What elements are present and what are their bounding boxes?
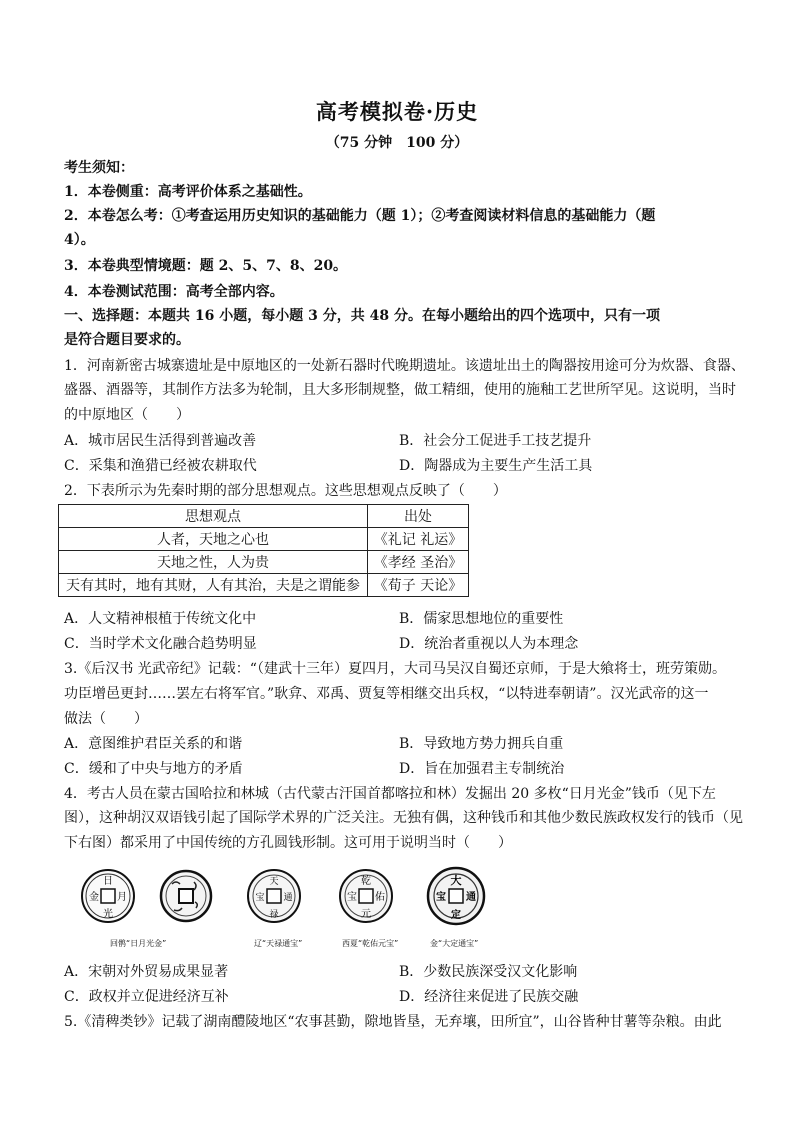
q4-option-a[interactable]: A．宋朝对外贸易成果显著 bbox=[64, 964, 229, 980]
coin-caption: 回鹘“日月光金” bbox=[110, 939, 167, 948]
q4-stem: 4．考古人员在蒙古国哈拉和林城（古代蒙古汗国首都喀拉和林）发掘出 20 多枚“日月光金”钱币（见下左 bbox=[64, 786, 716, 802]
coin-glyph: 宝 bbox=[255, 893, 265, 903]
table-cell: 天地之性，人为贵 bbox=[59, 551, 368, 574]
q5-stem: 5.《清稗类钞》记载了湖南醴陵地区“农事甚勤，隙地皆垦，无弃壤，田所宜”，山谷皆种甘薯等杂粮。由此 bbox=[64, 1014, 722, 1030]
coin-glyph: 天 bbox=[269, 877, 279, 887]
coin-glyph: 通 bbox=[283, 893, 293, 903]
coin-jin bbox=[428, 868, 484, 924]
table-row bbox=[59, 574, 469, 597]
coin-glyph: 月 bbox=[117, 892, 127, 903]
coin-glyph: 乾 bbox=[361, 876, 371, 887]
section-heading-cont: 是符合题目要求的。 bbox=[64, 332, 190, 348]
q3-option-d[interactable]: D．旨在加强君主专制统治 bbox=[399, 761, 565, 777]
coin-glyph: 定 bbox=[451, 910, 461, 921]
q4-stem: 图），这种胡汉双语钱引起了国际学术界的广泛关注。无独有偶，这种钱币和其他少数民族政权发行的钱币（见 bbox=[64, 810, 743, 826]
table-row bbox=[59, 551, 469, 574]
q4-option-c[interactable]: C．政权并立促进经济互补 bbox=[64, 989, 229, 1005]
coin-glyph: 光 bbox=[103, 909, 113, 920]
table-header: 出处 bbox=[368, 505, 469, 528]
table-cell: 人者，天地之心也 bbox=[59, 528, 368, 551]
q1-stem: 盛器、酒器等，其制作方法多为轮制，且大多形制规整，做工精细，使用的施釉工艺世所罕见。这说明，当时 bbox=[64, 382, 736, 398]
table-header: 思想观点 bbox=[59, 505, 368, 528]
q3-stem: 做法（ ） bbox=[64, 711, 148, 727]
q3-option-a[interactable]: A．意图维护君臣关系的和谐 bbox=[64, 736, 243, 752]
coin-huihu-front bbox=[82, 870, 134, 922]
notice-item: 3．本卷典型情境题：题 2、5、7、8、20。 bbox=[64, 258, 348, 274]
table-cell: 天有其时，地有其财，人有其治，夫是之谓能参 bbox=[59, 574, 368, 597]
q1-option-a[interactable]: A．城市居民生活得到普遍改善 bbox=[64, 433, 257, 449]
page-title: 高考模拟卷·历史 bbox=[315, 99, 479, 124]
q4-option-d[interactable]: D．经济往来促进了民族交融 bbox=[399, 989, 579, 1005]
table-header-row bbox=[59, 505, 469, 528]
coin-glyph: 日 bbox=[103, 876, 113, 887]
coin-caption: 金“大定通宝” bbox=[430, 939, 479, 948]
q4-stem: 下右图）都采用了中国传统的方孔圆钱形制。这可用于说明当时（ ） bbox=[64, 835, 512, 851]
notice-heading: 考生须知： bbox=[64, 160, 134, 176]
q2-stem: 2．下表所示为先秦时期的部分思想观点。这些思想观点反映了（ ） bbox=[64, 483, 507, 499]
table-cell: 《荀子 天论》 bbox=[368, 574, 469, 597]
q1-stem: 1．河南新密古城寨遗址是中原地区的一处新石器时代晚期遗址。该遗址出土的陶器按用途可分为炊器、食器、 bbox=[64, 358, 745, 374]
coin-glyph: 元 bbox=[361, 909, 371, 920]
coin-glyph: 佑 bbox=[375, 892, 385, 903]
table-cell: 《礼记 礼运》 bbox=[368, 528, 469, 551]
coin-glyph: 金 bbox=[89, 892, 99, 903]
notice-item: 4）。 bbox=[64, 232, 95, 248]
q2-option-c[interactable]: C．当时学术文化融合趋势明显 bbox=[64, 636, 257, 652]
q4-option-b[interactable]: B．少数民族深受汉文化影响 bbox=[399, 964, 578, 980]
coin-caption: 西夏“乾佑元宝” bbox=[342, 939, 399, 948]
section-heading: 一、选择题：本题共 16 小题，每小题 3 分，共 48 分。在每小题给出的四个选项中，只有一项 bbox=[64, 308, 660, 324]
q3-stem: 3.《后汉书 光武帝纪》记载：“（建武十三年）夏四月，大司马吴汉自蜀还京师，于是大飨将士，班劳策勋。 bbox=[64, 661, 726, 677]
q2-option-b[interactable]: B．儒家思想地位的重要性 bbox=[399, 611, 564, 627]
q2-table bbox=[58, 504, 469, 597]
coin-glyph: 通 bbox=[466, 892, 476, 903]
q1-option-b[interactable]: B．社会分工促进手工技艺提升 bbox=[399, 433, 592, 449]
table-cell: 《孝经 圣治》 bbox=[368, 551, 469, 574]
table-row bbox=[59, 528, 469, 551]
q1-stem: 的中原地区（ ） bbox=[64, 407, 190, 423]
coin-glyph: 大 bbox=[450, 874, 462, 887]
notice-item: 1．本卷侧重：高考评价体系之基础性。 bbox=[64, 184, 312, 200]
coin-glyph: 宝 bbox=[347, 892, 357, 903]
q2-option-a[interactable]: A．人文精神根植于传统文化中 bbox=[64, 611, 257, 627]
notice-item: 2．本卷怎么考：①考查运用历史知识的基础能力（题 1）；②考查阅读材料信息的基础能力（题 bbox=[64, 208, 656, 224]
q1-option-c[interactable]: C．采集和渔猎已经被农耕取代 bbox=[64, 458, 257, 474]
coin-liao bbox=[248, 870, 300, 922]
q3-stem: 功臣增邑更封……罢左右将军官。”耿弇、邓禹、贾复等相继交出兵权，“以特进奉朝请”。汉光武帝的这一 bbox=[64, 686, 709, 702]
coin-glyph: 宝 bbox=[436, 892, 446, 903]
q3-option-c[interactable]: C．缓和了中央与地方的矛盾 bbox=[64, 761, 243, 777]
q3-option-b[interactable]: B．导致地方势力拥兵自重 bbox=[399, 736, 564, 752]
coin-glyph: 禄 bbox=[269, 910, 279, 920]
coin-caption: 辽“天禄通宝” bbox=[254, 939, 303, 948]
coin-huihu-back bbox=[161, 871, 211, 921]
coin-xixia bbox=[340, 870, 392, 922]
q1-option-d[interactable]: D．陶器成为主要生产生活工具 bbox=[399, 458, 593, 474]
exam-duration-score: （75 分钟 100 分） bbox=[325, 135, 469, 151]
notice-item: 4．本卷测试范围：高考全部内容。 bbox=[64, 284, 284, 300]
q2-option-d[interactable]: D．统治者重视以人为本理念 bbox=[399, 636, 579, 652]
coin-figure bbox=[68, 862, 496, 954]
